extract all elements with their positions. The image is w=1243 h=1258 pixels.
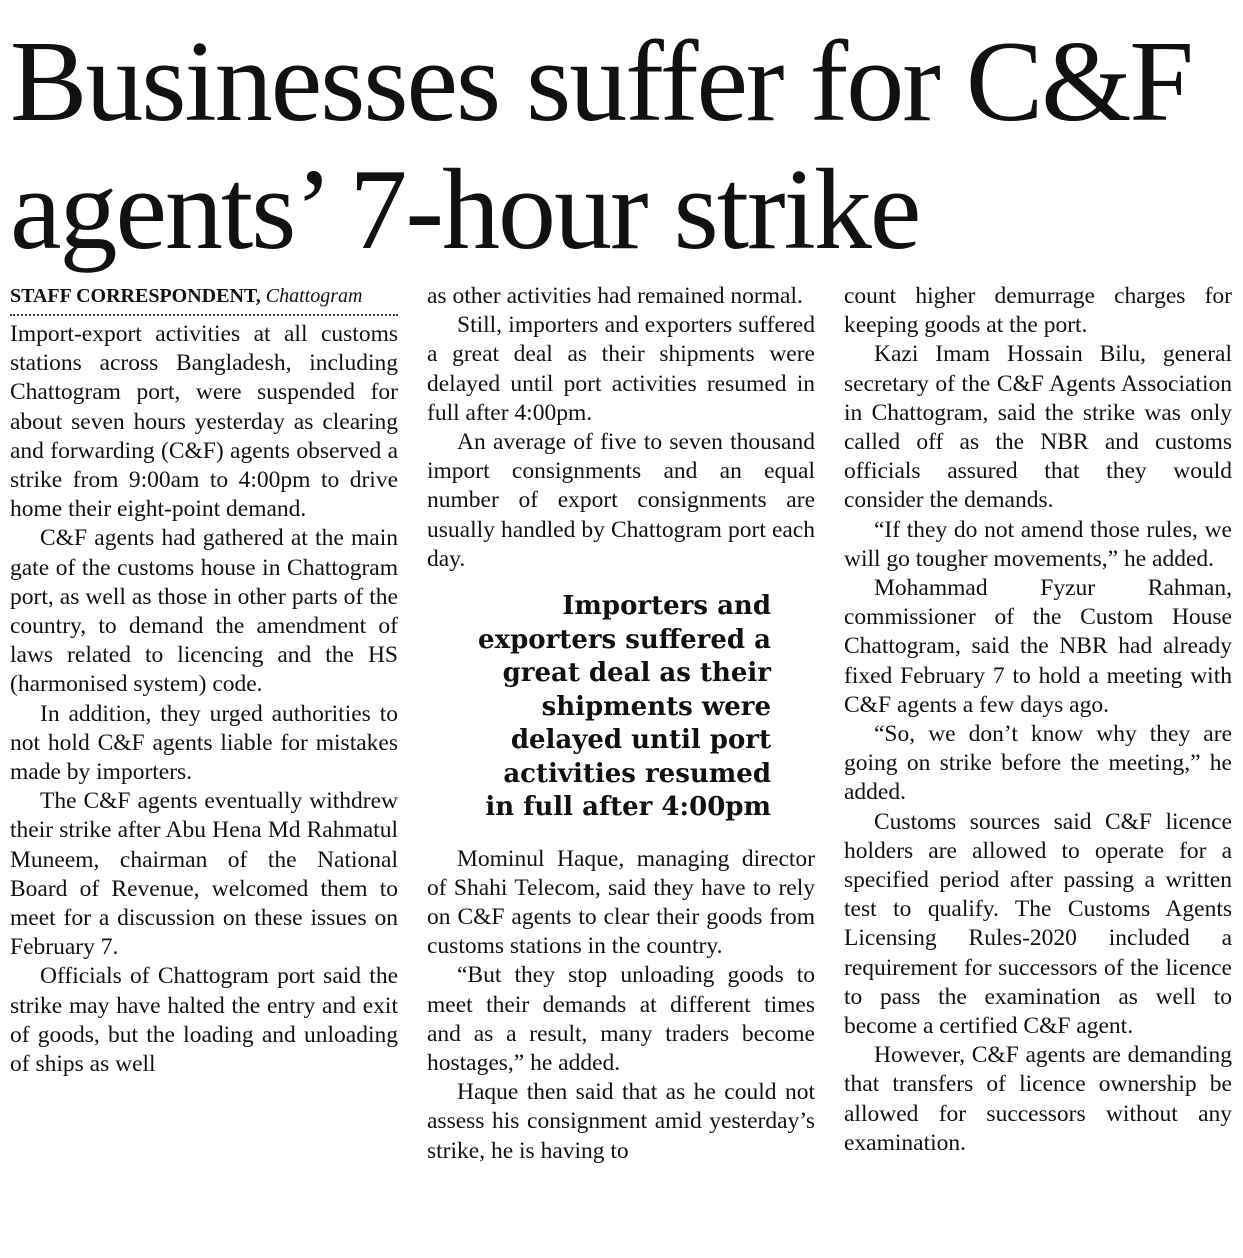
- paragraph: Still, importers and exporters suffered a great deal as their shipments were delayed until port activities resumed in full after 4:00pm.: [427, 312, 815, 426]
- byline: [10, 282, 398, 316]
- headline: Businesses suffer for C&F agents’ 7-hour strike: [10, 18, 1192, 274]
- paragraph: In addition, they urged authorities to not hold C&F agents liable for mistakes made by importers.: [10, 700, 398, 786]
- paragraph: Mohammad Fyzur Rahman, commissioner of the Custom House Chattogram, said the NBR had already fixed February 7 to hold a meeting with C&F agents a few days ago.: [844, 575, 1232, 718]
- pull-quote: Importers and exporters suffered a great deal as their shipments were delayed until port activities resumed in full after 4:00pm: [478, 591, 771, 823]
- paragraph: Kazi Imam Hossain Bilu, general secretary of the C&F Agents Association in Chattogram, said the strike was only called off as the NBR and customs officials assured that they would consider the demands.: [844, 341, 1232, 514]
- paragraph: However, C&F agents are demanding that transfers of licence ownership be allowed for successors without any examination.: [844, 1042, 1232, 1156]
- paragraph: Mominul Haque, managing director of Shahi Telecom, said they have to rely on C&F agents to clear their goods from customs stations in the country.: [427, 845, 815, 960]
- paragraph: as other activities had remained normal.: [427, 283, 803, 309]
- paragraph: C&F agents had gathered at the main gate of the customs house in Chattogram port, as well as those in other parts of the country, to demand the amendment of laws related to licencing and the HS (harmonised system) code.: [10, 525, 398, 698]
- paragraph: Haque then said that as he could not assess his consignment amid yesterday’s strike, he is having to: [427, 1079, 815, 1164]
- article-column-1: [10, 282, 398, 1079]
- paragraph: Import-export activities at all customs stations across Bangladesh, including Chattogram port, were suspended for about seven hours yesterday as clearing and forwarding (C&F) agents observed a strike from 9:00am to 4:00pm to drive home their eight-point demand.: [10, 321, 398, 523]
- paragraph: count higher demurrage charges for keeping goods at the port.: [844, 283, 1232, 339]
- byline-author: STAFF CORRESPONDENT,: [10, 285, 261, 307]
- paragraph: “But they stop unloading goods to meet their demands at different times and as a result, many traders become hostages,” he added.: [427, 962, 815, 1076]
- paragraph: Officials of Chattogram port said the strike may have halted the entry and exit of goods, but the loading and unloading of ships as well: [10, 963, 398, 1078]
- byline-location: Chattogram: [265, 285, 363, 307]
- paragraph: “So, we don’t know why they are going on strike before the meeting,” he added.: [844, 721, 1232, 806]
- article-column-2: [427, 282, 815, 1166]
- paragraph: Customs sources said C&F licence holders are allowed to operate for a specified period after passing a written test to qualify. The Customs Agents Licensing Rules-2020 included a requirement for successors of the licence to pass the examination as well to become a certified C&F agent.: [844, 808, 1232, 1040]
- paragraph: “If they do not amend those rules, we will go tougher movements,” he added.: [844, 516, 1232, 572]
- paragraph: The C&F agents eventually withdrew their strike after Abu Hena Md Rahmatul Muneem, chairman of the National Board of Revenue, welcomed them to meet for a discussion on these issues on February 7.: [10, 788, 398, 961]
- paragraph: An average of five to seven thousand import consignments and an equal number of export consignments are usually handled by Chattogram port each day.: [427, 429, 815, 572]
- article-column-3: [844, 282, 1232, 1158]
